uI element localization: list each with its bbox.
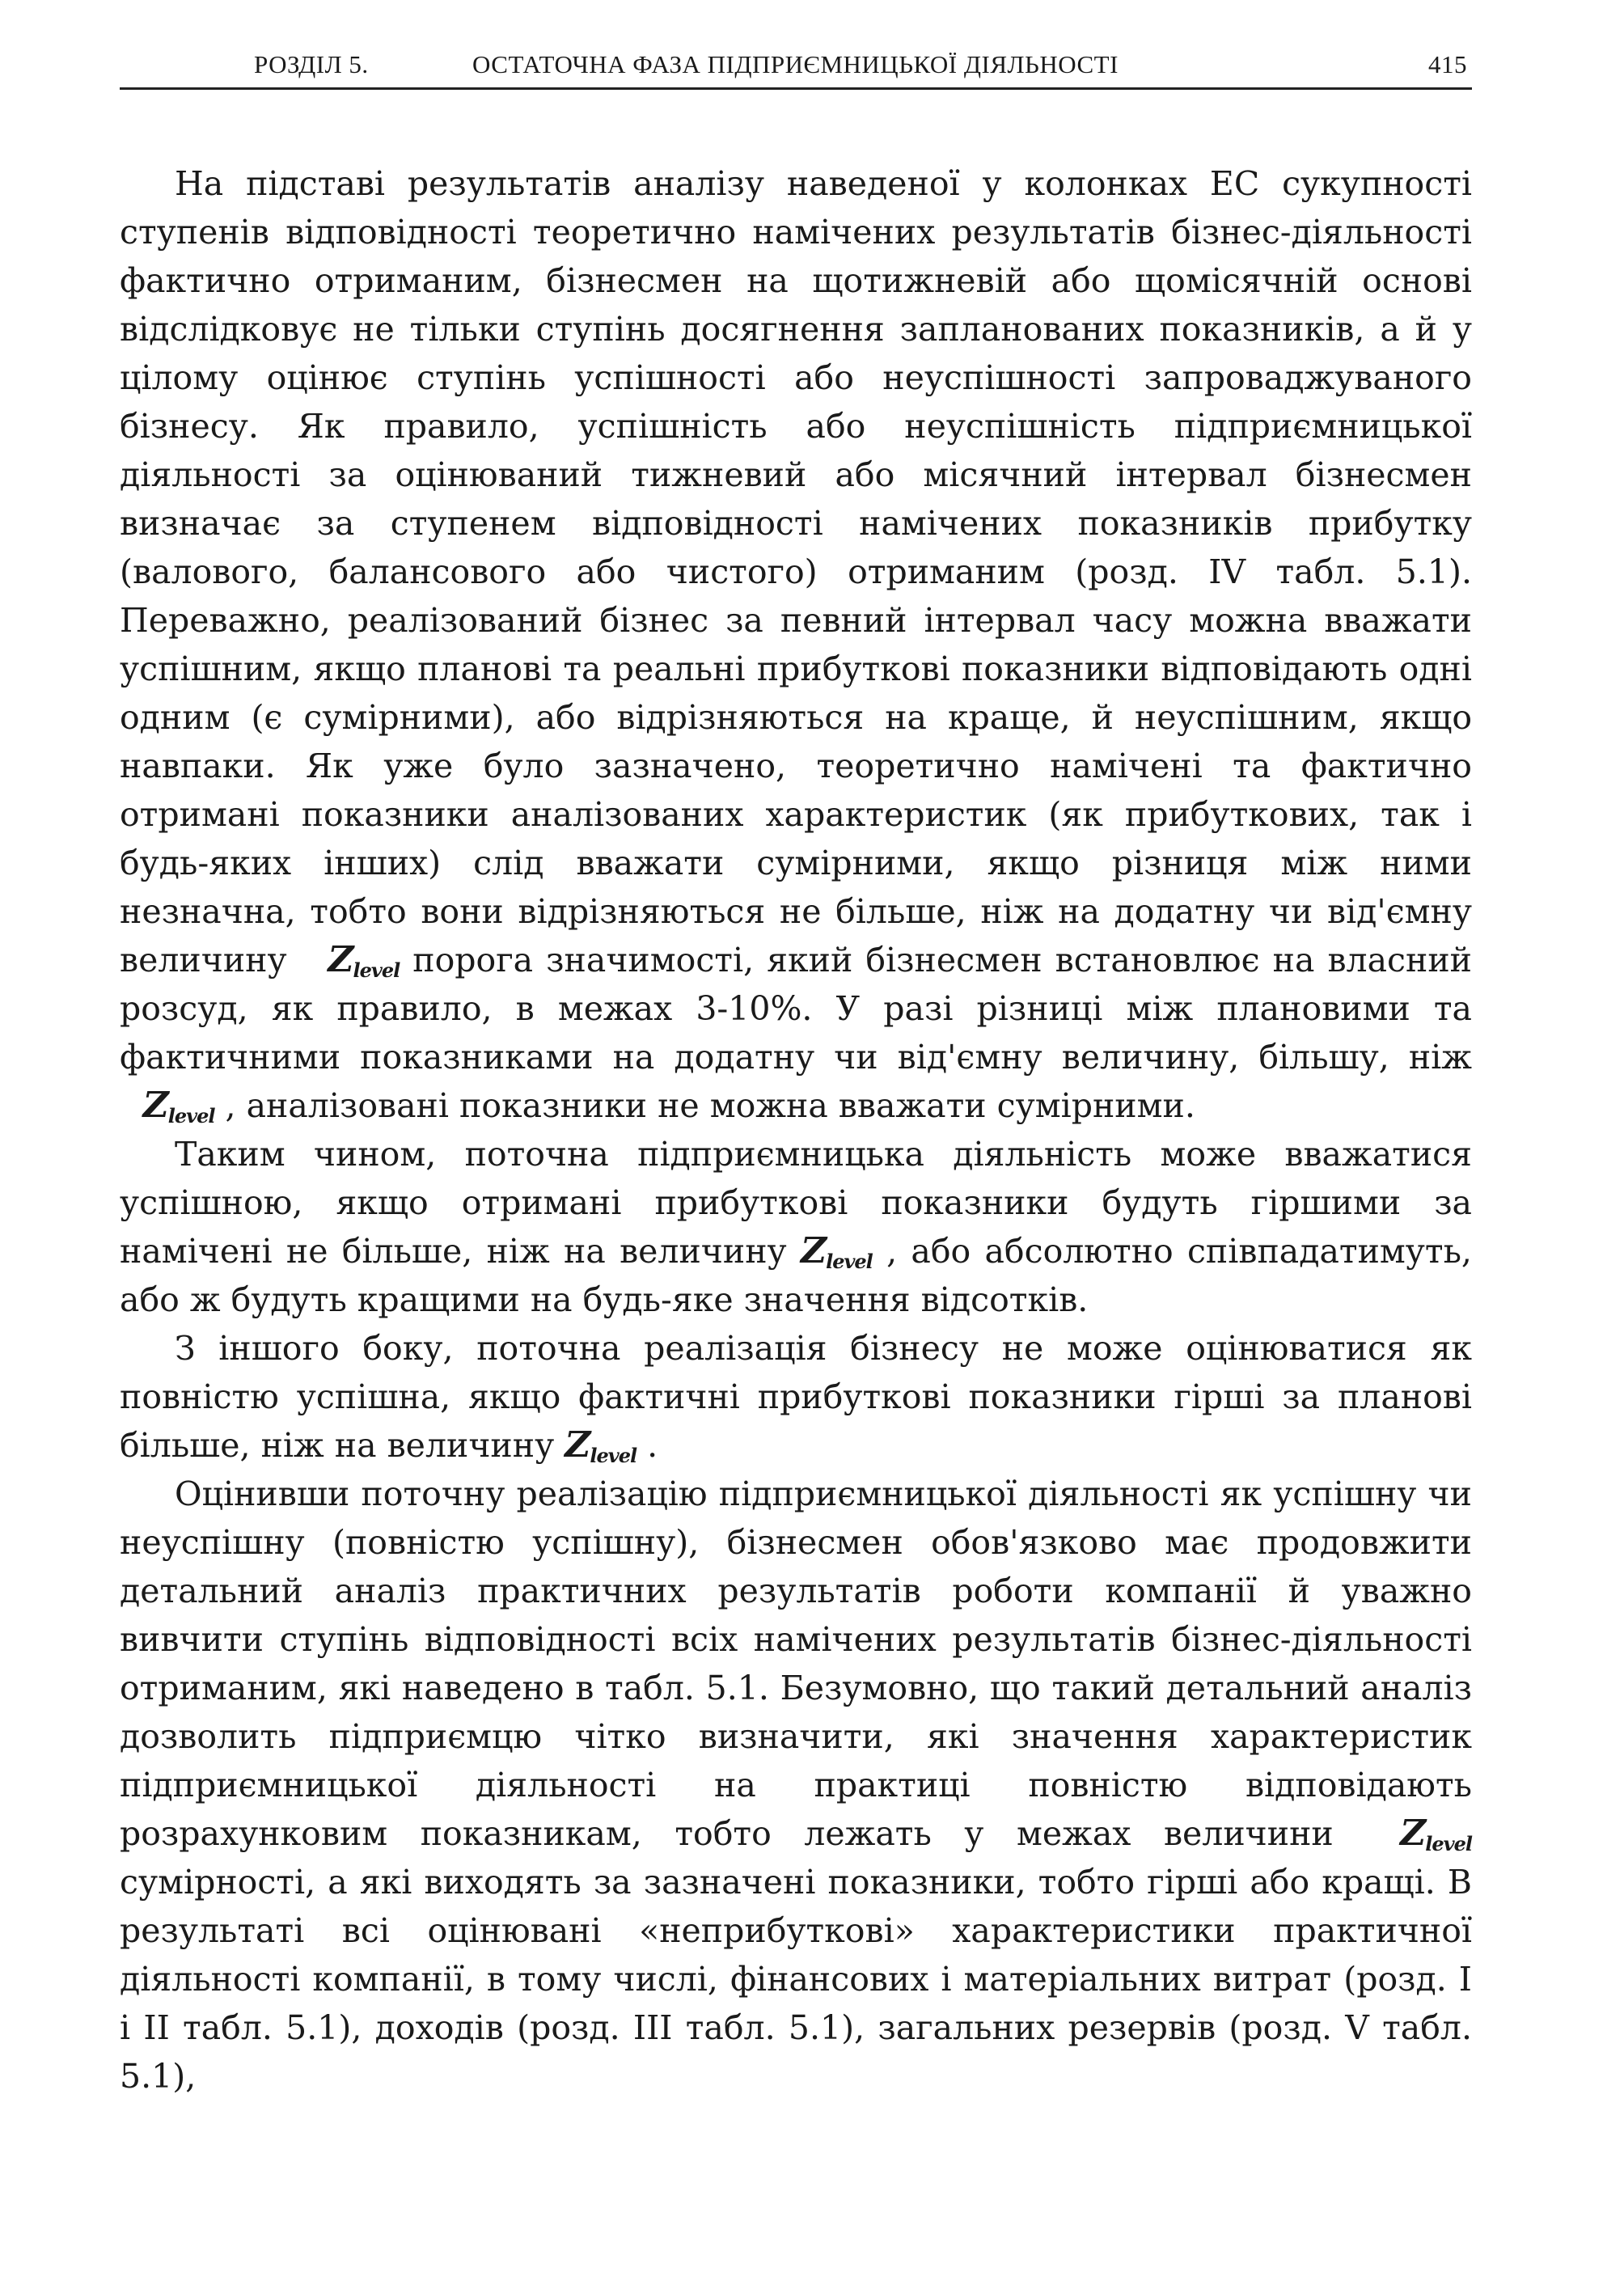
paragraph-3-text-1: З іншого боку, поточна реалізація бізнесу не може оцінюватися як повністю успішна, якщо фактичні прибуткові показники гірші за планові більше, ніж на величину xyxy=(120,1329,1472,1465)
paragraph-4-text-2: сумірності, а які виходять за зазначені показники, тобто гірші або кращі. В результаті всі оцінювані «неприбуткові» характеристики практичної діяльності компанії, в тому числі, фінансових і матеріальних витрат (розд. I і II табл. 5.1), доходів (розд. III табл. 5.1), загальних резервів (розд. V табл. 5.1), xyxy=(120,1863,1472,2096)
z-base: Z xyxy=(565,1424,590,1466)
z-base: Z xyxy=(800,1230,827,1271)
z-subscript: level xyxy=(826,1250,873,1273)
paragraph-4-text-1: Оцінивши поточну реалізацію підприємницької діяльності як успішну чи неуспішну (повністю успішну), бізнесмен обов'язково має продовжити детальний аналіз практичних результатів роботи компанії й уважно вивчити ступінь відповідності всіх намічених результатів бізнес-діяльності отриманим, які наведено в табл. 5.1. Безумовно, що такий детальний аналіз дозволить підприємцю чітко визначити, які значення характеристик підприємницької діяльності на практиці повністю відповідають розрахунковим показникам, тобто лежать у межах величини xyxy=(120,1474,1472,1853)
z-level-symbol xyxy=(565,1424,636,1466)
z-level-symbol xyxy=(120,1085,214,1126)
paragraph-2-text-2: , або абсолютно співпадатимуть, або ж будуть кращими на будь-яке значення відсотків. xyxy=(120,1232,1472,1319)
paragraph-1 xyxy=(120,159,1472,1130)
z-level-symbol xyxy=(300,939,400,980)
chapter-label: РОЗДІЛ 5. xyxy=(254,50,369,78)
paragraph-1-text-2: порога значимості, який бізнесмен встановлює на власний розсуд, як правило, в межах 3-10%. У разі різниці між плановими та фактичними показниками на додатну чи від'ємну величину, більшу, ніж xyxy=(120,941,1472,1077)
body-text xyxy=(120,159,1472,2101)
z-subscript: level xyxy=(590,1444,637,1467)
paragraph-2 xyxy=(120,1130,1472,1324)
z-base: Z xyxy=(1400,1813,1426,1854)
running-header xyxy=(120,50,1472,90)
z-level-symbol xyxy=(801,1230,873,1271)
z-level-symbol xyxy=(1366,1813,1472,1854)
paragraph-3-text-2: . xyxy=(647,1426,658,1465)
z-base: Z xyxy=(142,1085,168,1126)
chapter-title: ОСТАТОЧНА ФАЗА ПІДПРИЄМНИЦЬКОЇ ДІЯЛЬНОСТІ xyxy=(472,50,1119,78)
paragraph-4 xyxy=(120,1470,1472,2101)
paragraph-3 xyxy=(120,1324,1472,1470)
z-base: Z xyxy=(328,939,353,980)
paragraph-1-text-1: На підставі результатів аналізу наведеної у колонках ЕС сукупності ступенів відповідності теоретично намічених результатів бізнес-діяльності фактично отриманим, бізнесмен на щотижневій або щомісячній основі відслідковує не тільки ступінь досягнення запланованих показників, а й у цілому оцінює ступінь успішності або неуспішності запроваджуваного бізнесу. Як правило, успішність або неуспішність підприємницької діяльності за оцінюваний тижневий або місячний інтервал бізнесмен визначає за ступенем відповідності намічених показників прибутку (валового, балансового або чистого) отриманим (розд. IV табл. 5.1). Переважно, реалізований бізнес за певний інтервал часу можна вважати успішним, якщо планові та реальні прибуткові показники відповідають одні одним (є сумірними), або відрізняються на краще, й неуспішним, якщо навпаки. Як уже було зазначено, теоретично намічені та фактично отримані показники аналізованих характеристик (як прибуткових, так і будь-яких інших) слід вважати сумірними, якщо різниця між ними незначна, тобто вони відрізняються не більше, ніж на додатну чи від'ємну величину xyxy=(120,164,1472,979)
book-page xyxy=(120,50,1472,2101)
z-subscript: level xyxy=(1425,1832,1472,1855)
z-subscript: level xyxy=(167,1104,215,1127)
page-number: 415 xyxy=(1428,50,1467,78)
paragraph-1-text-3: , аналізовані показники не можна вважати сумірними. xyxy=(225,1086,1195,1125)
paragraph-2-text-1: Таким чином, поточна підприємницька діяльність може вважатися успішною, якщо отримані прибуткові показники будуть гіршими за намічені не більше, ніж на величину xyxy=(120,1135,1472,1271)
z-subscript: level xyxy=(353,958,400,982)
